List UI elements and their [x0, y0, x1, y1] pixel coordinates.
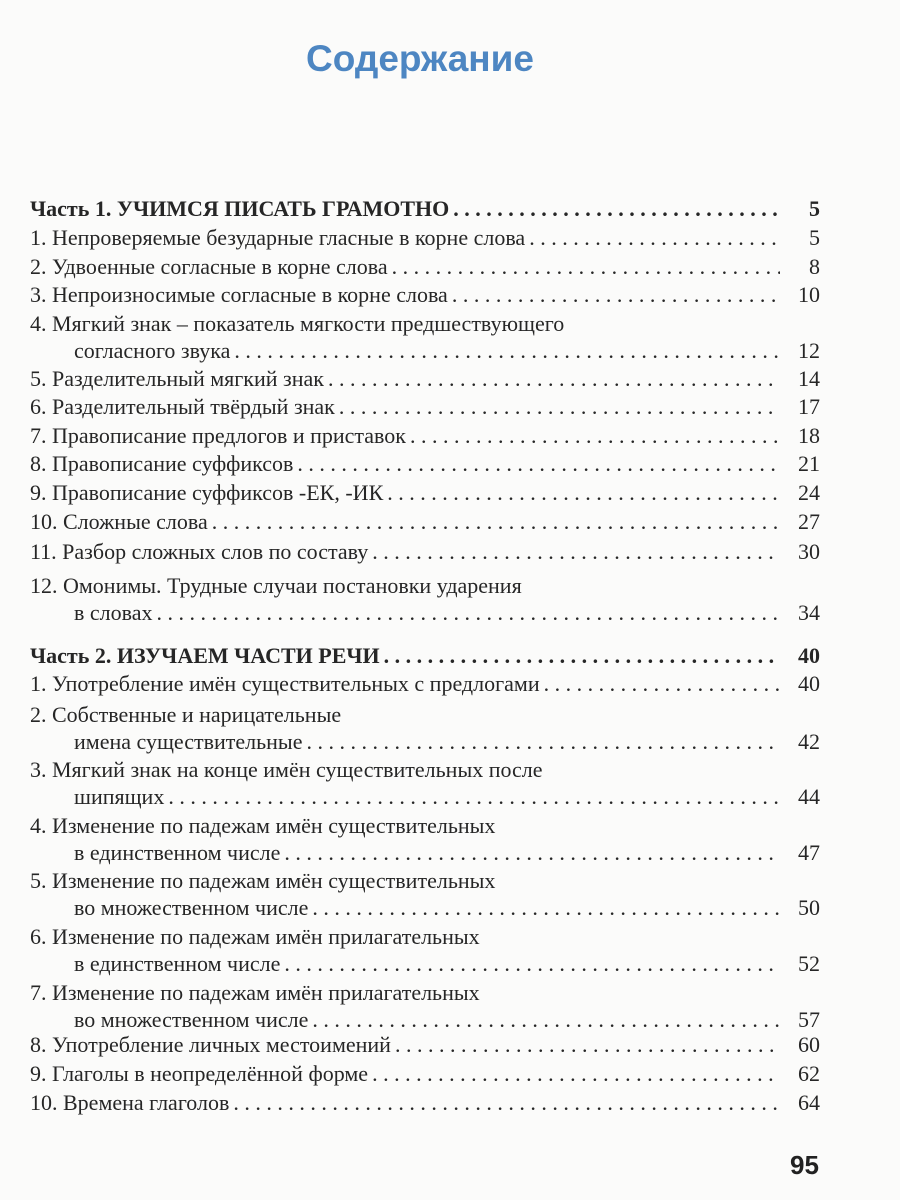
- dot-leader: [395, 1032, 780, 1058]
- toc-line: [30, 338, 820, 365]
- dot-leader: [234, 338, 780, 364]
- toc-page-number: 5: [809, 225, 820, 250]
- toc-entry: [30, 980, 820, 1034]
- toc-line: [30, 600, 820, 627]
- toc-entry-title: имена существительные: [74, 729, 303, 754]
- toc-page-number: 12: [798, 338, 820, 363]
- toc-entry: [30, 282, 820, 309]
- toc-line: [30, 509, 820, 536]
- toc-entry: [30, 451, 820, 478]
- dot-leader: [284, 951, 780, 977]
- toc-entry: [30, 1090, 820, 1117]
- toc-entry-title: 1. Непроверяемые безударные гласные в корне слова: [30, 225, 526, 250]
- dot-leader: [168, 784, 780, 810]
- toc-entry-title: в единственном числе: [74, 951, 281, 976]
- toc-page-number: 40: [798, 671, 820, 696]
- dot-leader: [284, 840, 780, 866]
- toc-entry: [30, 480, 820, 507]
- toc-line: [30, 451, 820, 478]
- toc-entry-title: 7. Правописание предлогов и приставок: [30, 423, 406, 448]
- dot-leader: [306, 729, 780, 755]
- toc-line: [30, 813, 820, 840]
- toc-entry-title: шипящих: [74, 784, 165, 809]
- dot-leader: [328, 366, 780, 392]
- toc-part-heading: [30, 643, 820, 670]
- toc-line: [30, 196, 820, 223]
- toc-entry: [30, 539, 820, 566]
- toc-line: [30, 895, 820, 922]
- toc-line: [30, 643, 820, 670]
- toc-page-number: 52: [798, 951, 820, 976]
- toc-line: [30, 573, 820, 600]
- dot-leader: [297, 451, 780, 477]
- toc-page-number: 10: [798, 282, 820, 307]
- toc-entry: [30, 868, 820, 922]
- toc-page-number: 50: [798, 895, 820, 920]
- toc-entry-title: 2. Собственные и нарицательные: [30, 702, 342, 727]
- toc-entry-title: 5. Изменение по падежам имён существительных: [30, 868, 496, 893]
- dot-leader: [233, 1090, 780, 1116]
- toc-page-number: 27: [798, 509, 820, 534]
- toc-entry: [30, 573, 820, 627]
- toc-entry-title: 10. Времена глаголов: [30, 1090, 230, 1115]
- toc-line: [30, 394, 820, 421]
- dot-leader: [544, 671, 780, 697]
- toc-entry-title: в единственном числе: [74, 840, 281, 865]
- toc-entry-title: 4. Мягкий знак – показатель мягкости предшествующего: [30, 311, 565, 336]
- toc-entry: [30, 225, 820, 252]
- toc-entry-title: 8. Употребление личных местоимений: [30, 1032, 391, 1057]
- toc-page-number: 8: [809, 254, 820, 279]
- page-number: 95: [790, 1150, 819, 1180]
- toc-page-number: 44: [798, 784, 820, 809]
- toc-page-number: 57: [798, 1007, 820, 1032]
- toc-entry-title: 5. Разделительный мягкий знак: [30, 366, 324, 391]
- toc-entry: [30, 423, 820, 450]
- toc-line: [30, 1090, 820, 1117]
- toc-line: [30, 1061, 820, 1088]
- toc-entry-title: 1. Употребление имён существительных с предлогами: [30, 671, 540, 696]
- toc-entry-title: 6. Разделительный твёрдый знак: [30, 394, 335, 419]
- toc-page-number: 62: [798, 1061, 820, 1086]
- toc-entry-title: 8. Правописание суффиксов: [30, 451, 294, 476]
- toc-page-number: 17: [798, 394, 820, 419]
- toc-entry: [30, 702, 820, 756]
- toc-entry: [30, 813, 820, 867]
- dot-leader: [372, 539, 780, 565]
- toc-entry: [30, 311, 820, 365]
- toc-page-number: 64: [798, 1090, 820, 1115]
- toc-line: [30, 840, 820, 867]
- toc-line: [30, 784, 820, 811]
- toc-entry: [30, 1032, 820, 1059]
- toc-entry-title: 12. Омонимы. Трудные случаи постановки ударения: [30, 573, 522, 598]
- toc-part-heading: [30, 196, 820, 223]
- toc-line: [30, 980, 820, 1007]
- toc-line: [30, 1032, 820, 1059]
- toc-line: [30, 282, 820, 309]
- toc-line: [30, 423, 820, 450]
- dot-leader: [372, 1061, 780, 1087]
- toc-entry: [30, 366, 820, 393]
- dot-leader: [312, 895, 780, 921]
- toc-entry-title: Часть 1. УЧИМСЯ ПИСАТЬ ГРАМОТНО: [30, 196, 450, 221]
- toc-entry-title: 3. Мягкий знак на конце имён существительных после: [30, 757, 543, 782]
- toc-line: [30, 702, 820, 729]
- toc-line: [30, 868, 820, 895]
- toc-entry-title: 3. Непроизносимые согласные в корне слова: [30, 282, 448, 307]
- dot-leader: [529, 225, 780, 251]
- dot-leader: [384, 643, 780, 669]
- dot-leader: [453, 196, 780, 222]
- toc-entry-title: в словах: [74, 600, 153, 625]
- toc-page-number: 24: [798, 480, 820, 505]
- toc-line: [30, 366, 820, 393]
- toc-entry: [30, 924, 820, 978]
- toc-entry: [30, 757, 820, 811]
- toc-page-number: 40: [798, 643, 820, 668]
- dot-leader: [312, 1007, 780, 1033]
- toc-page-number: 30: [798, 539, 820, 564]
- toc-entry-title: во множественном числе: [74, 895, 309, 920]
- dot-leader: [387, 480, 780, 506]
- toc-entry-title: во множественном числе: [74, 1007, 309, 1032]
- toc-page-number: 18: [798, 423, 820, 448]
- toc-line: [30, 311, 820, 338]
- toc-entry: [30, 509, 820, 536]
- dot-leader: [410, 423, 780, 449]
- toc-line: [30, 1007, 820, 1034]
- toc-entry: [30, 254, 820, 281]
- toc-line: [30, 254, 820, 281]
- toc-page-number: 42: [798, 729, 820, 754]
- dot-leader: [157, 600, 781, 626]
- page-title: Содержание: [306, 38, 534, 79]
- toc-entry-title: 2. Удвоенные согласные в корне слова: [30, 254, 388, 279]
- toc-line: [30, 671, 820, 698]
- toc-entry: [30, 1061, 820, 1088]
- toc-page-number: 14: [798, 366, 820, 391]
- dot-leader: [339, 394, 780, 420]
- toc-line: [30, 539, 820, 566]
- toc-line: [30, 729, 820, 756]
- toc-entry-title: 6. Изменение по падежам имён прилагательных: [30, 924, 480, 949]
- dot-leader: [212, 509, 780, 535]
- toc-entry-title: согласного звука: [74, 338, 231, 363]
- toc-entry-title: 11. Разбор сложных слов по составу: [30, 539, 369, 564]
- toc-entry-title: Часть 2. ИЗУЧАЕМ ЧАСТИ РЕЧИ: [30, 643, 380, 668]
- toc-entry-title: 9. Правописание суффиксов -ЕК, -ИК: [30, 480, 384, 505]
- toc-entry-title: 10. Сложные слова: [30, 509, 208, 534]
- toc-entry-title: 7. Изменение по падежам имён прилагательных: [30, 980, 480, 1005]
- toc-line: [30, 225, 820, 252]
- toc-line: [30, 924, 820, 951]
- toc-entry-title: 4. Изменение по падежам имён существительных: [30, 813, 496, 838]
- toc-page-number: 60: [798, 1032, 820, 1057]
- toc-page-number: 47: [798, 840, 820, 865]
- dot-leader: [452, 282, 780, 308]
- toc-entry-title: 9. Глаголы в неопределённой форме: [30, 1061, 369, 1086]
- toc-entry: [30, 671, 820, 698]
- toc-page-number: 34: [798, 600, 820, 625]
- toc-line: [30, 480, 820, 507]
- toc-entry: [30, 394, 820, 421]
- toc-page-number: 21: [798, 451, 820, 476]
- toc-page-number: 5: [809, 196, 820, 221]
- toc-line: [30, 757, 820, 784]
- toc-line: [30, 951, 820, 978]
- dot-leader: [392, 254, 780, 280]
